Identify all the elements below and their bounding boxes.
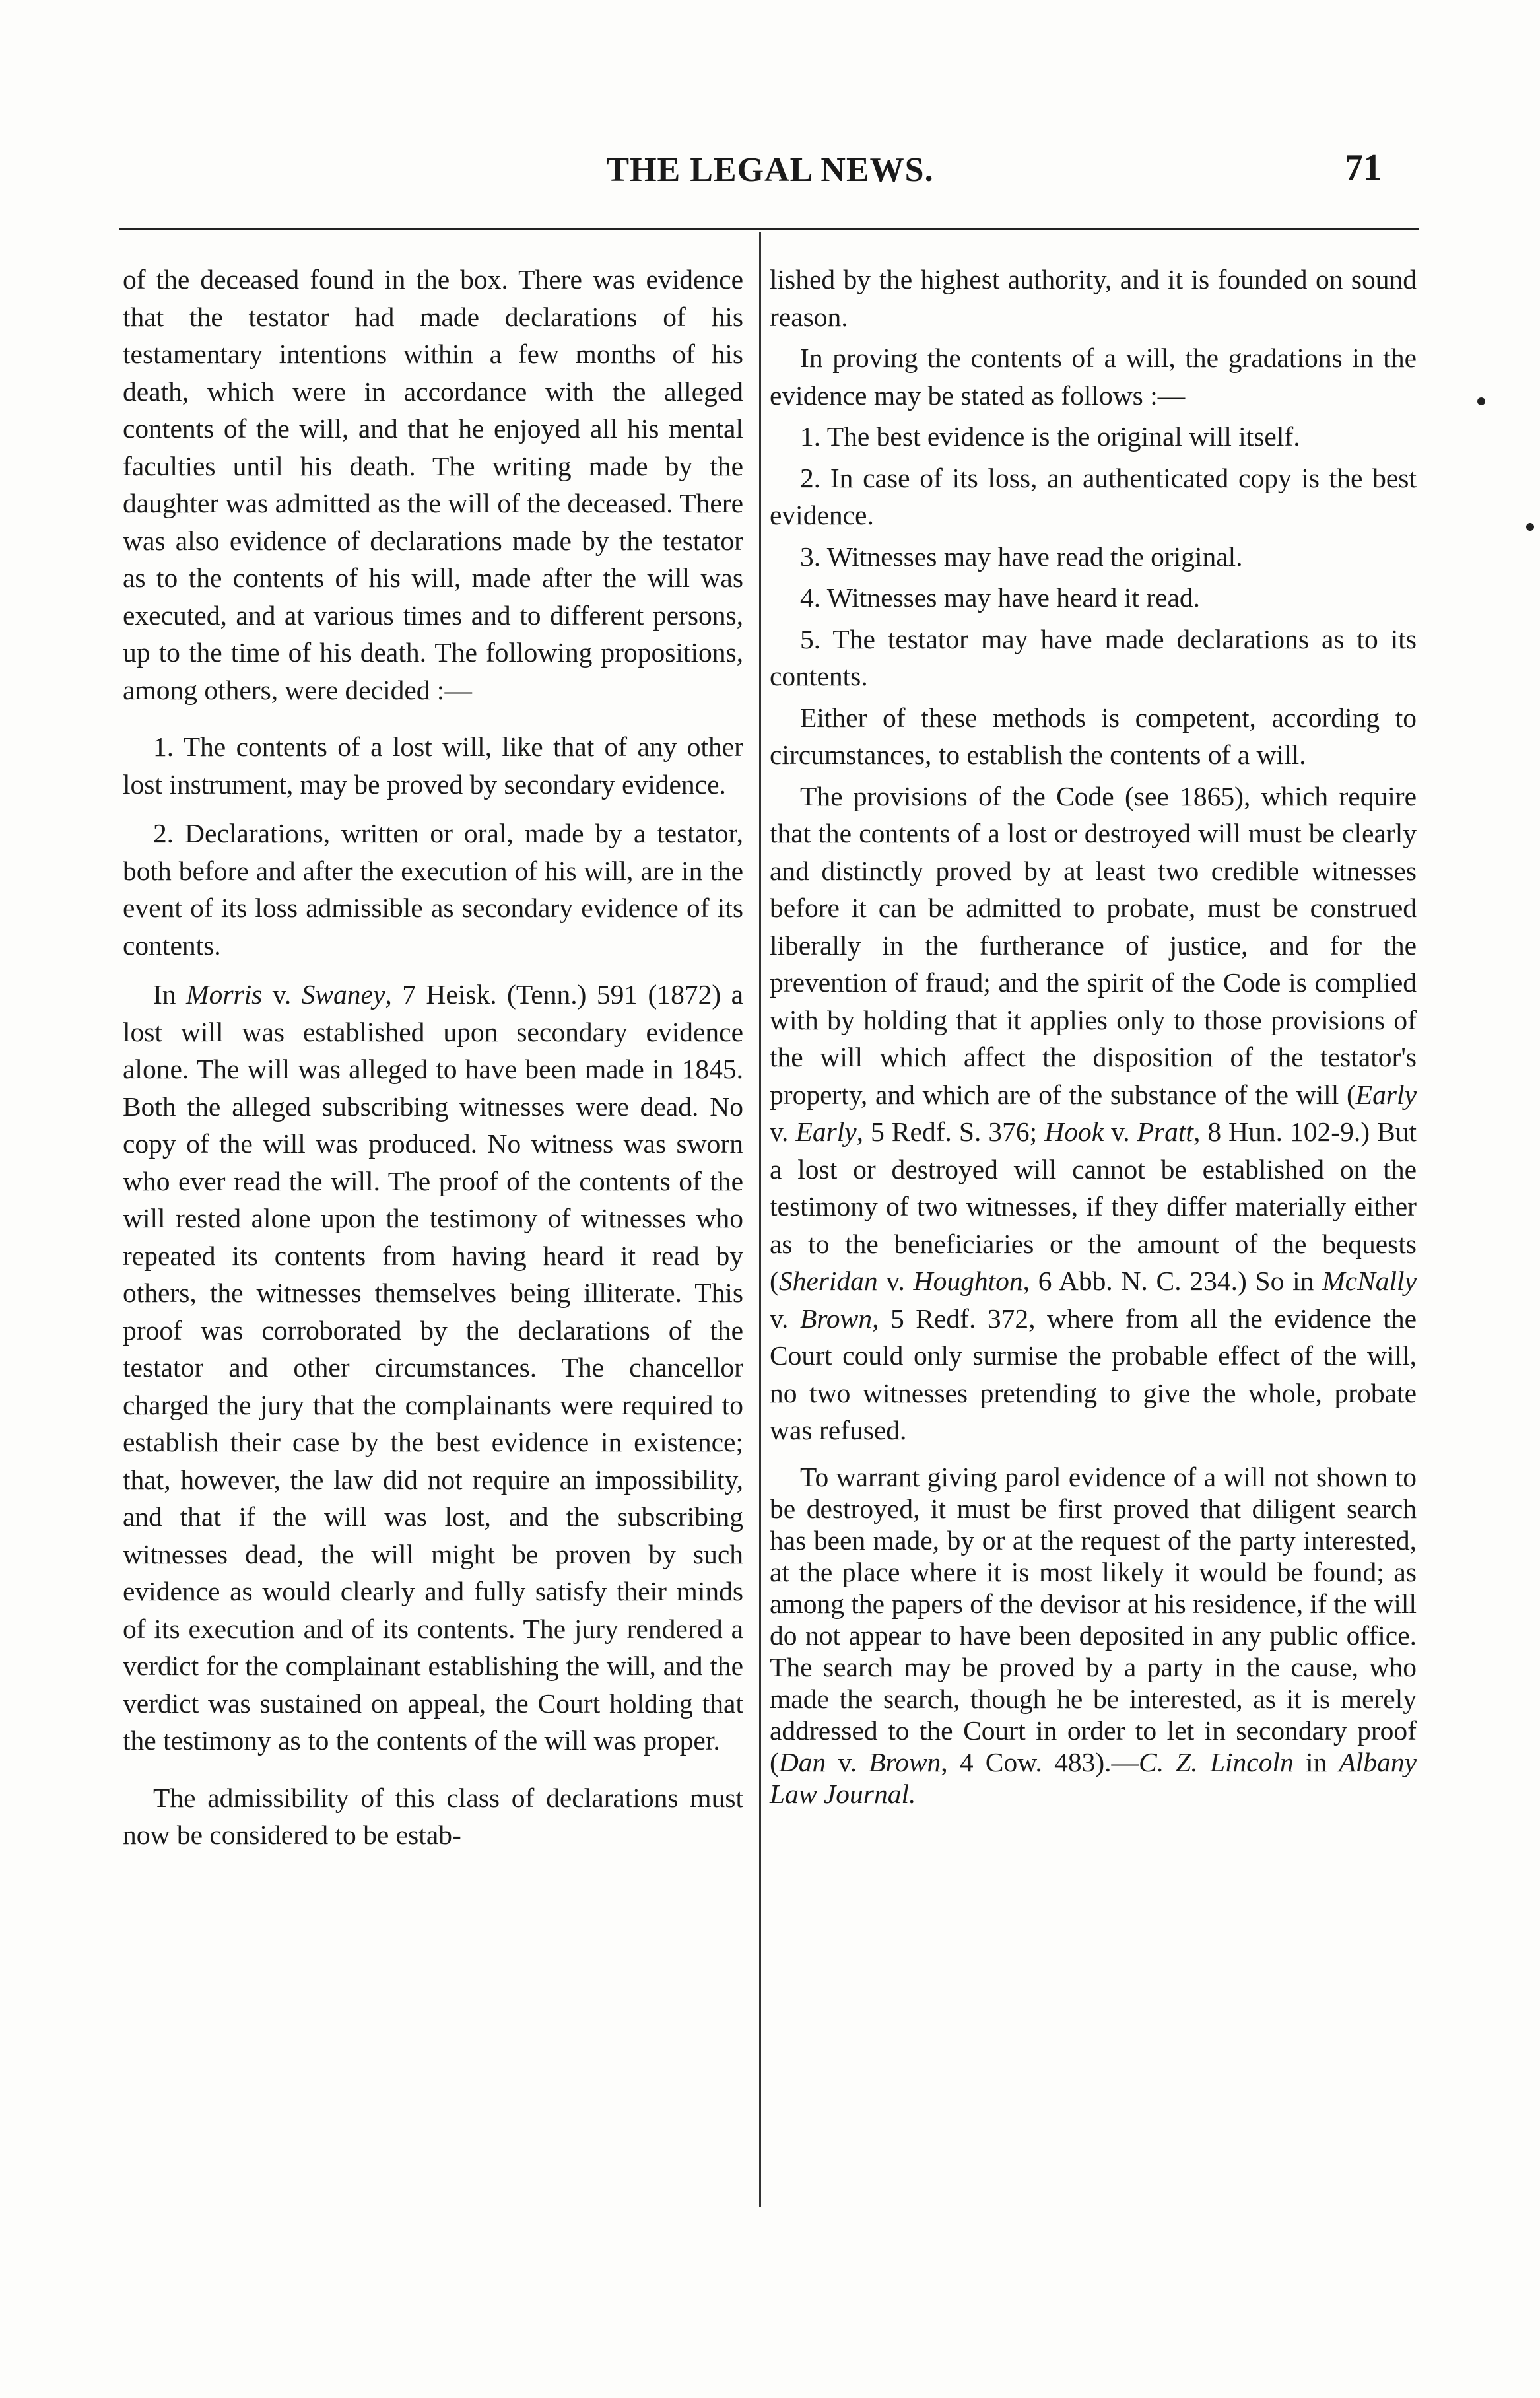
text: v. [1104, 1116, 1137, 1147]
proposition-1: 1. The contents of a lost will, like that of any other lost instrument, may be proved by secondary evidence. [123, 732, 743, 800]
text: To warrant giving parol evidence of a will not shown to be destroyed, it must be first proved that diligent search has been made, by or at the request of the party interested, at the place where it is most likely it would be found; as among the papers of the devisor at his residence, if the will do not appear to have been deposited in any public office. The search may be proved by a party in the cause, who made the search, though he be interested, as it is merely addressed to the Court in order to let in secondary proof ( [770, 1461, 1417, 1777]
author: C. Z. Lincoln [1139, 1746, 1294, 1777]
column-divider [759, 232, 761, 2207]
text: v. [877, 1266, 914, 1296]
proposition-2: 2. Declarations, written or oral, made by a testator, both before and after the execution of his will, are in the event of its loss admissible as secondary evidence of its contents. [123, 818, 743, 961]
case-name: Brown [869, 1746, 941, 1777]
paragraph: lished by the highest authority, and it is founded on sound reason. [770, 264, 1417, 332]
case-name: McNally [1322, 1266, 1417, 1296]
case-name: Brown [799, 1303, 873, 1334]
case-name: Dan [778, 1746, 826, 1777]
left-column [123, 261, 743, 1854]
gradation-4: 4. Witnesses may have heard it read. [800, 582, 1201, 613]
paragraph: of the deceased found in the box. There was evidence that the testator had made declarations of his testamentary intentions within a few months of his death, which were in accordance with the alleged contents of the will, and that he enjoyed all his mental faculties until his death. The writing made by the daughter was admitted as the will of the deceased. There was also evidence of declarations made by the testator as to the contents of his will, made after the will was executed, and at various times and to different persons, up to the time of his death. The following propositions, among others, were decided :— [123, 264, 743, 705]
text: , 8 Hun. 102-9.) But a lost or destroyed will cannot be established on the testimony of two witnesses, if they differ materially either as to the beneficiaries or the amount of the bequests ( [770, 1116, 1417, 1296]
case-name: Swaney [301, 979, 385, 1010]
case-name: Houghton [913, 1266, 1023, 1296]
case-name: Early [1355, 1079, 1417, 1110]
case-name: Early [795, 1116, 857, 1147]
ink-speck [1477, 397, 1485, 405]
text: , 5 Redf. 372, where from all the evidence the Court could only surmise the probable effect of the will, no two witnesses pretending to give the whole, probate was refused. [770, 1303, 1417, 1445]
right-column [770, 261, 1417, 1810]
paragraph: In proving the contents of a will, the gradations in the evidence may be stated as follows :— [770, 343, 1417, 411]
running-title: THE LEGAL NEWS. [606, 151, 934, 189]
paragraph-parol-evidence [770, 1461, 1417, 1810]
text: The provisions of the Code (see 1865), which require that the contents of a lost or destroyed will must be clearly and distinctly proved by at least two credible witnesses before it can be admitted to probate, must be construed liberally in the furtherance of justice, and for the prevention of fraud; and the spirit of the Code is complied with by holding that it applies only to those provisions of the will which affect the disposition of the testator's property, and which are of the substance of the will ( [770, 780, 1417, 1110]
case-name: Morris [186, 979, 263, 1010]
text: v. [826, 1746, 869, 1777]
source-journal: Albany Law Journal. [770, 1746, 1417, 1809]
page-number: 71 [1345, 147, 1382, 188]
text: in [1293, 1746, 1339, 1777]
gradation-2: 2. In case of its loss, an authenticated copy is the best evidence. [770, 462, 1417, 530]
case-name: Hook [1044, 1116, 1104, 1147]
paragraph-morris-v-swaney [123, 976, 743, 1760]
ink-speck [1526, 523, 1534, 531]
header-rule [119, 228, 1419, 230]
text: In [153, 979, 187, 1010]
text: v. [262, 979, 302, 1010]
case-name: Sheridan [778, 1266, 878, 1296]
text: v. [770, 1303, 800, 1334]
paragraph-code-provisions [770, 778, 1417, 1449]
paragraph: The admissibility of this class of declarations must now be considered to be estab- [123, 1782, 743, 1850]
case-name: Pratt [1137, 1116, 1193, 1147]
text: , 6 Abb. N. C. 234.) So in [1022, 1266, 1323, 1296]
text: v. [770, 1116, 796, 1147]
text: , 5 Redf. S. 376; [856, 1116, 1045, 1147]
paragraph: Either of these methods is competent, according to circumstances, to establish the contents of a will. [770, 702, 1417, 770]
text: , 4 Cow. 483).— [941, 1746, 1139, 1777]
gradation-3: 3. Witnesses may have read the original. [800, 541, 1243, 572]
gradation-1: 1. The best evidence is the original will itself. [800, 421, 1300, 452]
gradation-5: 5. The testator may have made declarations as to its contents. [770, 623, 1417, 691]
text: , 7 Heisk. (Tenn.) 591 (1872) a lost will was established upon secondary evidence alone. The will was alleged to have been made in 1845. Both the alleged subscribing witnesses were dead. No copy of the will was produced. No witness was sworn who ever read the will. The proof of the contents of the will rested alone upon the testimony of witnesses who repeated its contents from having heard it read by others, the witnesses themselves being illiterate. This proof was corroborated by the declarations of the testator and other circumstances. The chancellor charged the jury that the complainants were required to establish their case by the best evidence in existence; that, however, the law did not require an impossibility, and that if the will was lost, and the subscribing witnesses dead, the will might be proven by such evidence as would clearly and fully satisfy their minds of its execution and of its contents. The jury rendered a verdict for the complainant establishing the will, and the verdict was sustained on appeal, the Court holding that the testimony as to the contents of the will was proper. [123, 979, 744, 1756]
